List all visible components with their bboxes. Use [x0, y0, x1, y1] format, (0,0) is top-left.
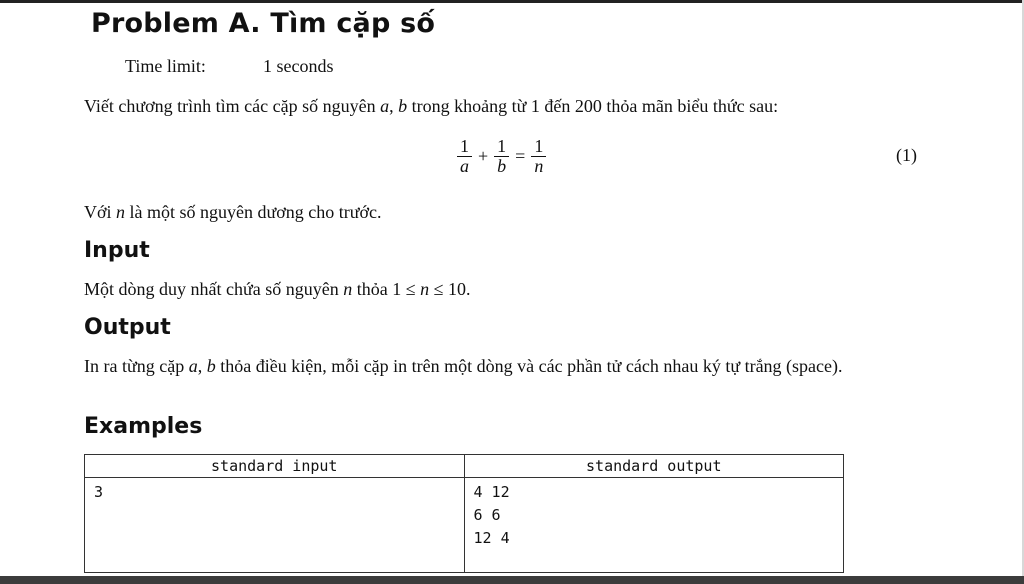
note-paragraph: Với n là một số nguyên dương cho trước.: [84, 202, 382, 222]
page-bottom-bar: [0, 576, 1024, 584]
fraction-1-over-a: $\frac{1}{a}$: [457, 137, 472, 176]
input-line: 3: [94, 483, 104, 501]
time-limit-label: Time limit:: [125, 56, 206, 76]
standard-input-header: standard input: [85, 455, 465, 478]
page-top-border: [0, 0, 1024, 3]
var-n: n: [116, 202, 126, 222]
input-heading: Input: [84, 238, 150, 263]
example-input-cell: [85, 478, 465, 573]
standard-output-header: standard output: [464, 455, 844, 478]
time-limit-value: 1 seconds: [263, 56, 334, 76]
example-output-cell: [464, 478, 844, 573]
output-heading: Output: [84, 315, 171, 340]
examples-heading: Examples: [84, 414, 203, 439]
output-description: In ra từng cặp a, b thỏa điều kiện, mỗi cặp in trên một dòng và các phần tử cách nhau ký tự trắng (space).: [84, 356, 843, 376]
equation-number: (1): [896, 145, 917, 165]
output-line: 12 4: [473, 529, 510, 547]
output-line: 4 12: [473, 483, 510, 501]
examples-table: [84, 454, 844, 573]
plus-sign: +: [478, 145, 489, 166]
fraction-1-over-b: $\frac{1}{b}$: [494, 137, 509, 176]
equation: [454, 133, 549, 179]
var-b: b: [398, 96, 408, 116]
var-a: a: [380, 96, 390, 116]
problem-title: Problem A. Tìm cặp số: [91, 8, 436, 39]
output-line: 6 6: [473, 506, 501, 524]
fraction-1-over-n: $\frac{1}{n}$: [531, 137, 546, 176]
equals-sign: =: [515, 145, 526, 166]
input-description: Một dòng duy nhất chứa số nguyên n thỏa 1 ≤ n ≤ 10.: [84, 279, 471, 299]
statement-paragraph: Viết chương trình tìm các cặp số nguyên a, b trong khoảng từ 1 đến 200 thỏa mãn biểu thức sau:: [84, 96, 779, 116]
example-row: [85, 478, 844, 573]
